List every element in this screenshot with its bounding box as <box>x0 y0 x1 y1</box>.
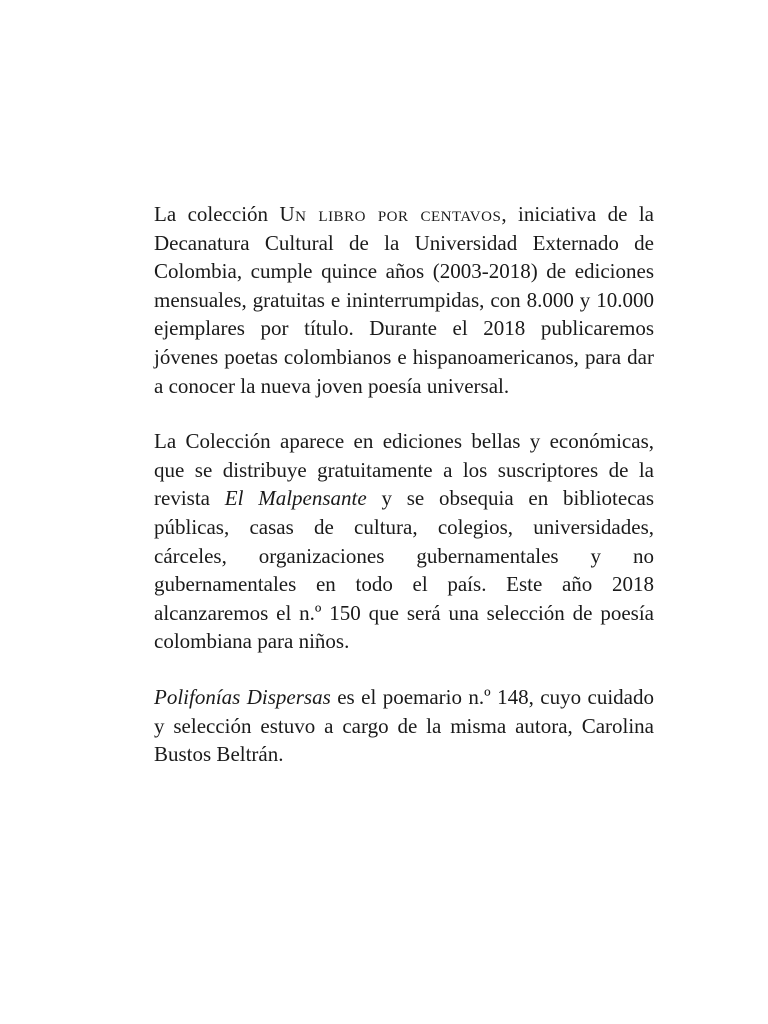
paragraph-book-info <box>154 683 654 769</box>
text-segment: es el poemario n.º 148, cuyo cuidado y selección estuvo a cargo de la misma autora, Carolina Bustos Beltrán. <box>154 684 654 767</box>
text-segment: La colección <box>154 202 280 226</box>
series-name: Un libro por centavos <box>279 202 502 226</box>
text-segment: La Colección aparece en ediciones bellas y económicas, que se distribuye gratuitamente a los suscriptores de la revista <box>154 429 654 511</box>
colophon-page <box>154 200 654 796</box>
paragraph-distribution <box>154 427 654 656</box>
paragraph-collection-intro <box>154 200 654 400</box>
magazine-name: El Malpensante <box>224 486 367 511</box>
text-segment: , iniciativa de la Decanatura Cultural de la Universidad Externado de Colombia, cumple quince años (2003-2018) de ediciones mensuales, gratuitas e ininterrumpidas, con 8.000 y 10.000 ejemplares por título. Durante el 2018 publicaremos jóvenes poetas colombianos e hispanoamericanos, para dar a conocer la nueva joven poesía universal. <box>154 202 654 398</box>
book-title: Polifonías Dispersas <box>154 684 331 709</box>
text-segment: y se obsequia en bibliotecas públicas, casas de cultura, colegios, universidades, cárceles, organizaciones gubernamentales y no gubernamentales en todo el país. Este año 2018 alcanzaremos el n.º 150 que será una selección de poesía colombiana para niños. <box>154 486 655 654</box>
